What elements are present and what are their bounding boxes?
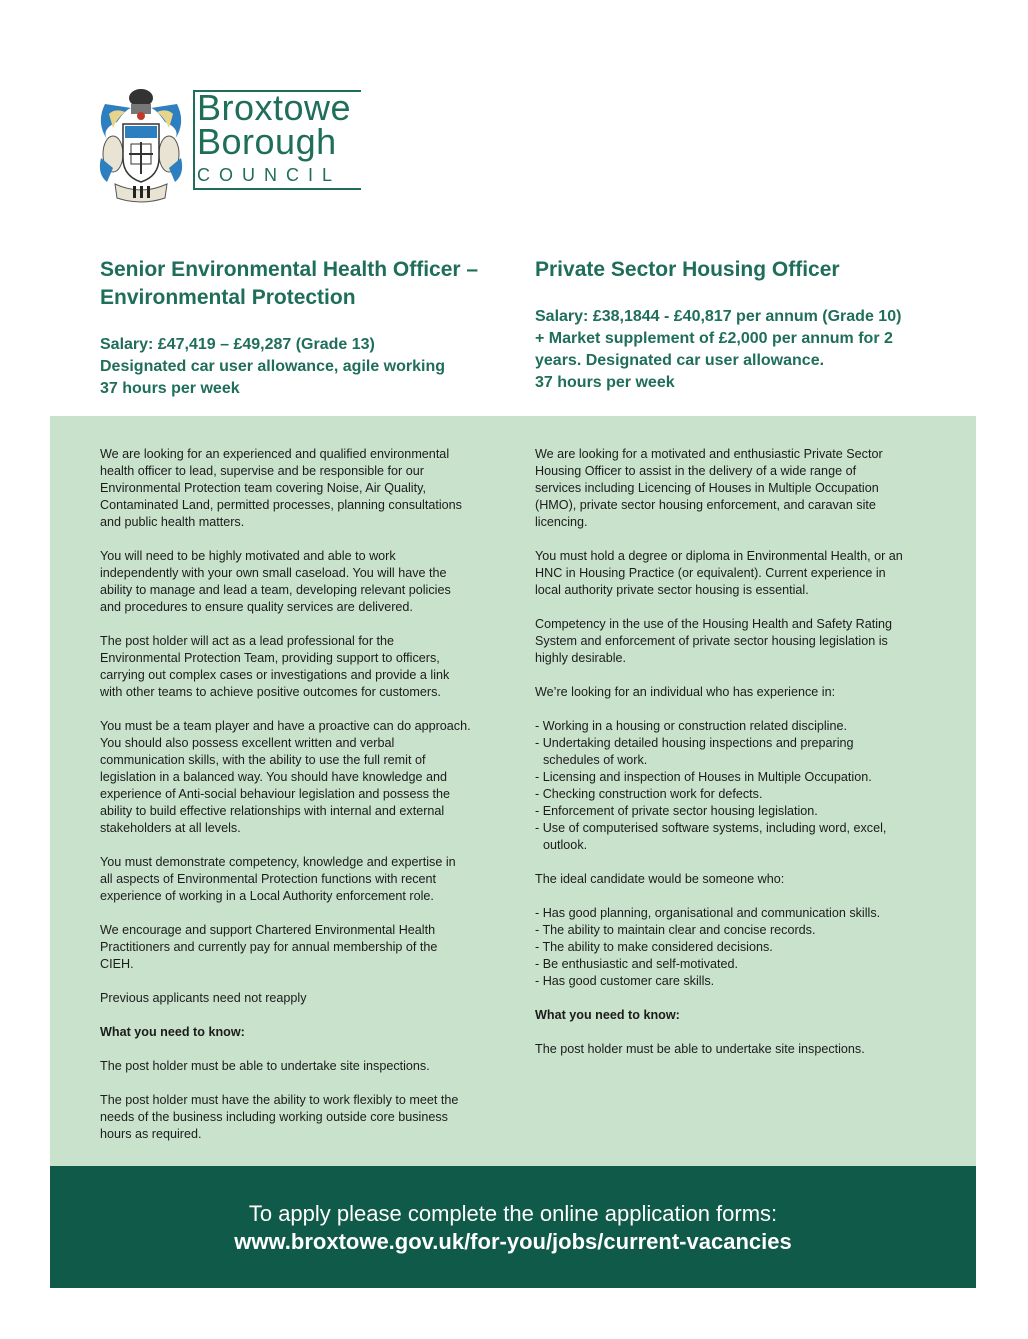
job-1-paragraph: Previous applicants need not reapply <box>100 991 307 1005</box>
coat-of-arms-icon <box>95 84 187 206</box>
job-2-ideal-list <box>535 905 930 990</box>
job-1-paragraph: You must be a team player and have a proactive can do approach. You should also possess excellent written and verbal communication skills, with the ability to use the full remit of legislation in a balanced way. You should have knowledge and experience of Anti-social behaviour legislation and possess the ability to build effective relationships with internal and external stakeholders at all levels. <box>100 719 471 835</box>
job-1-paragraph: The post holder will act as a lead professional for the Environmental Protection Team, providing support to officers, carrying out complex cases or investigations and provide a link with other teams to achieve positive outcomes for customers. <box>100 634 450 699</box>
job-2-need-to-know-item: The post holder must be able to undertake site inspections. <box>535 1042 865 1056</box>
job-2-title: Private Sector Housing Officer <box>535 258 840 281</box>
list-item: - Checking construction work for defects. <box>535 787 763 801</box>
job-2-ideal-intro: The ideal candidate would be someone who: <box>535 872 785 886</box>
job-2-salary: Salary: £38,1844 - £40,817 per annum (Grade 10) + Market supplement of £2,000 per annum for 2 years. Designated car user allowance. 37 hours per week <box>535 308 902 391</box>
job-1-need-to-know-heading: What you need to know: <box>100 1025 245 1039</box>
job-1-need-to-know-item: The post holder must be able to undertake site inspections. <box>100 1059 430 1073</box>
job-1-title: Senior Environmental Health Officer – Environmental Protection <box>100 258 479 309</box>
list-item: - Enforcement of private sector housing legislation. <box>535 804 818 818</box>
wordmark-line-2: Borough <box>197 121 337 162</box>
job-2-paragraph: You must hold a degree or diploma in Environmental Health, or an HNC in Housing Practice (or equivalent). Current experience in local authority private sector housing is essential. <box>535 549 903 597</box>
list-item: - The ability to make considered decisions. <box>535 940 773 954</box>
job-1-need-to-know-item: The post holder must have the ability to work flexibly to meet the needs of the business including working outside core business hours as required. <box>100 1093 459 1141</box>
apply-instruction: To apply please complete the online application forms: <box>248 1201 778 1226</box>
job-1-heading <box>100 256 510 400</box>
job-2-heading <box>535 256 955 394</box>
job-1-description <box>100 446 492 1160</box>
wordmark <box>193 87 361 194</box>
council-logo <box>95 84 365 206</box>
list-item: - Undertaking detailed housing inspections and preparing schedules of work. <box>535 736 854 767</box>
job-1-paragraph: You must demonstrate competency, knowledge and expertise in all aspects of Environmental Protection functions with recent experience of working in a Local Authority enforcement role. <box>100 855 456 903</box>
wordmark-bottom-rule <box>193 188 361 190</box>
job-1-paragraph: We encourage and support Chartered Environmental Health Practitioners and currently pay for annual membership of the CIEH. <box>100 923 438 971</box>
list-item: - The ability to maintain clear and concise records. <box>535 923 816 937</box>
job-2-experience-list <box>535 718 930 854</box>
job-1-salary: Salary: £47,419 – £49,287 (Grade 13) Designated car user allowance, agile working 37 hours per week <box>100 336 446 397</box>
job-2-paragraph: We are looking for a motivated and enthusiastic Private Sector Housing Officer to assist in the delivery of a wide range of services including Licencing of Houses in Multiple Occupation (HMO), private sector housing enforcement, and caravan site licencing. <box>535 447 883 529</box>
job-2-paragraph: We’re looking for an individual who has experience in: <box>535 685 836 699</box>
job-2-need-to-know-heading: What you need to know: <box>535 1008 680 1022</box>
job-1-paragraph: We are looking for an experienced and qualified environmental health officer to lead, supervise and be responsible for our Environmental Protection team covering Noise, Air Quality, Contaminated Land, permitted processes, planning consultations and public health matters. <box>100 447 462 529</box>
apply-footer <box>50 1166 976 1288</box>
wordmark-line-1: Broxtowe <box>197 87 352 128</box>
list-item: - Working in a housing or construction related discipline. <box>535 719 847 733</box>
list-item: - Has good customer care skills. <box>535 974 715 988</box>
list-item: - Use of computerised software systems, including word, excel, outlook. <box>535 821 887 852</box>
list-item: - Has good planning, organisational and communication skills. <box>535 906 881 920</box>
list-item: - Licensing and inspection of Houses in Multiple Occupation. <box>535 770 872 784</box>
job-1-paragraph: You will need to be highly motivated and able to work independently with your own small caseload. You will have the ability to manage and lead a team, developing relevant policies and procedures to ensure quality services are delivered. <box>100 549 451 614</box>
job-2-paragraph: Competency in the use of the Housing Health and Safety Rating System and enforcement of private sector housing legislation is highly desirable. <box>535 617 893 665</box>
list-item: - Be enthusiastic and self-motivated. <box>535 957 739 971</box>
job-2-description <box>535 446 930 1075</box>
wordmark-line-3: COUNCIL <box>197 165 342 185</box>
vacancies-link[interactable]: www.broxtowe.gov.uk/for-you/jobs/current-vacancies <box>234 1229 792 1254</box>
wordmark-side-rule <box>193 90 195 190</box>
